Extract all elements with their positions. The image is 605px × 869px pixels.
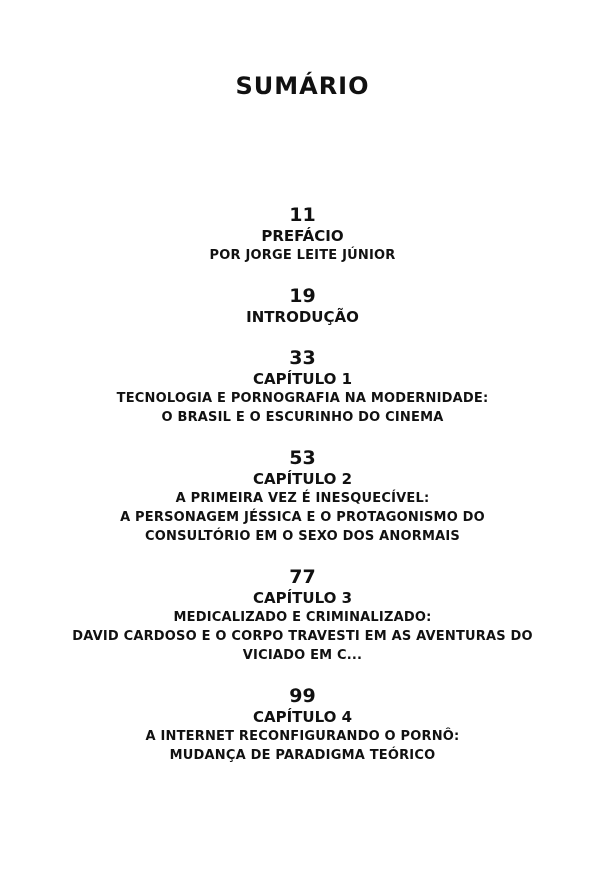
entry-page-number: 53 xyxy=(289,447,316,469)
entry-subtitle xyxy=(0,727,605,765)
entry-subtitle-line: POR JORGE LEITE JÚNIOR xyxy=(209,248,396,263)
entry-subtitle-line: MUDANÇA DE PARADIGMA TEÓRICO xyxy=(169,748,436,763)
entry-page-number: 33 xyxy=(289,347,316,369)
toc-entry-introducao[interactable] xyxy=(0,285,605,327)
entry-label: CAPÍTULO 4 xyxy=(252,708,353,726)
entry-subtitle xyxy=(0,246,605,265)
entry-subtitle-line: A INTERNET RECONFIGURANDO O PORNÔ: xyxy=(145,729,460,744)
entry-label: INTRODUÇÃO xyxy=(246,308,359,326)
entry-page-number: 11 xyxy=(289,204,316,226)
entry-label: CAPÍTULO 1 xyxy=(252,370,353,388)
entry-subtitle-line: MEDICALIZADO E CRIMINALIZADO: xyxy=(173,610,432,625)
toc-entry-capitulo-1[interactable] xyxy=(0,347,605,427)
toc-entry-capitulo-2[interactable] xyxy=(0,447,605,546)
entry-subtitle-line: VICIADO EM C... xyxy=(242,648,363,663)
entry-page-number: 99 xyxy=(289,685,316,707)
entry-label: CAPÍTULO 3 xyxy=(252,589,353,607)
entry-subtitle xyxy=(0,389,605,427)
entry-subtitle-line: TECNOLOGIA E PORNOGRAFIA NA MODERNIDADE: xyxy=(116,391,489,406)
toc-entry-capitulo-4[interactable] xyxy=(0,685,605,765)
toc-entry-capitulo-3[interactable] xyxy=(0,566,605,665)
entry-subtitle-line: O BRASIL E O ESCURINHO DO CINEMA xyxy=(161,410,444,425)
toc-entries xyxy=(0,204,605,785)
entry-subtitle xyxy=(0,608,605,665)
entry-subtitle-line: A PERSONAGEM JÉSSICA E O PROTAGONISMO DO xyxy=(120,510,485,525)
entry-subtitle-line: DAVID CARDOSO E O CORPO TRAVESTI EM AS AVENTURAS DO xyxy=(72,629,533,644)
entry-subtitle-line: A PRIMEIRA VEZ É INESQUECÍVEL: xyxy=(175,491,430,506)
page-title: SUMÁRIO xyxy=(235,72,370,100)
entry-label: CAPÍTULO 2 xyxy=(252,470,353,488)
entry-subtitle-line: CONSULTÓRIO EM O SEXO DOS ANORMAIS xyxy=(145,529,460,544)
toc-entry-prefacio[interactable] xyxy=(0,204,605,265)
entry-page-number: 19 xyxy=(289,285,316,307)
entry-label: PREFÁCIO xyxy=(261,227,344,245)
entry-subtitle xyxy=(0,489,605,546)
entry-page-number: 77 xyxy=(289,566,316,588)
